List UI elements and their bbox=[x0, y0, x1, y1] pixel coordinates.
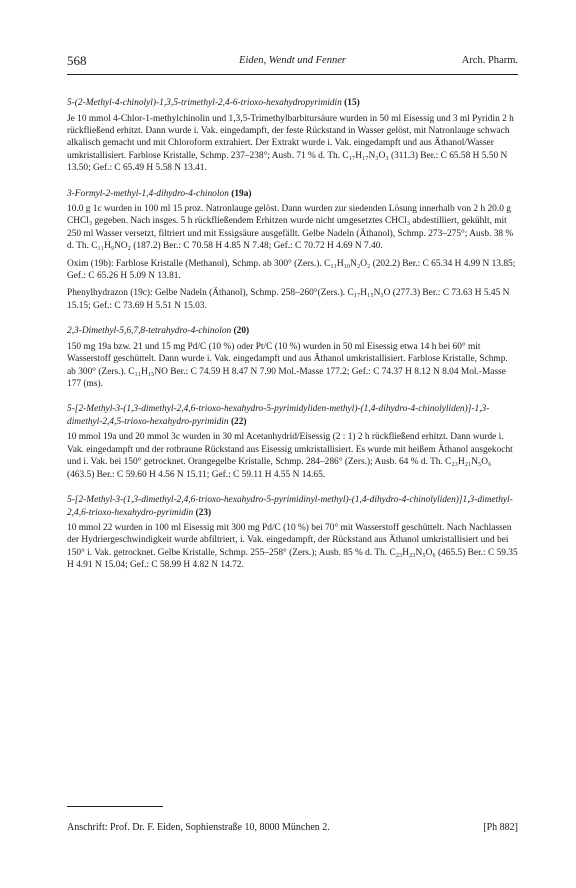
procedure-paragraph: 150 mg 19a bzw. 21 und 15 mg Pd/C (10 %) oder Pt/C (10 %) wurden in 50 ml Eisessig etwa 14 h bei 60° mit Wasserstoff geschüttelt. Dann wurde i. Vak. eingedampft und aus Äthanol umkristallisiert. Farblose Kristalle, Schmp. ab 300° (Zers.). C₁₁H₁₅NO Ber.: C 74.59 H 8.47 N 7.90 Mol.-Masse 177.2; Gef.: C 74.37 H 8.12 N 8.04 Mol.-Masse 177 (ms). bbox=[67, 341, 508, 389]
page-number: 568 bbox=[67, 53, 87, 68]
compound-section-23 bbox=[67, 494, 518, 572]
compound-heading bbox=[67, 494, 518, 519]
compound-name: 3-Formyl-2-methyl-1,4-dihydro-4-chinolon bbox=[67, 188, 229, 199]
author-address: Anschrift: Prof. Dr. F. Eiden, Sophienstraße 10, 8000 München 2. bbox=[67, 822, 330, 833]
compound-heading bbox=[67, 97, 518, 110]
compound-name: 5-[2-Methyl-3-(1,3-dimethyl-2,4,6-trioxo-hexahydro-5-pyrimidyliden-methyl)-(1,4-dihydro-4-chinolyliden)]-1,3-dimethyl-2,4,5-trioxo-hexahydro-pyrimidin bbox=[67, 404, 490, 427]
compound-section-20 bbox=[67, 325, 518, 390]
compound-heading bbox=[67, 188, 518, 201]
compound-number: (19a) bbox=[231, 188, 252, 199]
procedure-paragraph: 10 mmol 19a und 20 mmol 3c wurden in 30 ml Acetanhydrid/Eisessig (2 : 1) 2 h rückfließend erhitzt. Dann wurde i. Vak. eingedampft und der rotbraune Rückstand aus Eisessig umkristallisiert. Es wurde mit heißem Äthanol ausgekocht und i. Vak. bei 150° getrocknet. Orangegelbe Kristalle, Schmp. 284–286° (Zers.); Ausb. 64 % d. Th. C₂₃H₂₁N₅O₆ (463.5) Ber.: C 59.60 H 4.56 N 15.11; Gef.: C 59.11 H 4.55 N 14.65. bbox=[67, 432, 513, 480]
compound-number: (23) bbox=[195, 507, 212, 518]
procedure-paragraph: 10 mmol 22 wurden in 100 ml Eisessig mit 300 mg Pd/C (10 %) bei 70° mit Wasserstoff geschüttelt. Nach Nachlassen der Hydriergeschwindigkeit wurde abfiltriert, i. Vak. eingedampft, der Rückstand aus Äthanol umkristallisiert und bei 150° i. Vak. getrocknet. Gelbe Kristalle, Schmp. 255–258° (Zers.); Ausb. 85 % d. Th. C₂₃H₂₃N₅O₆ (465.5) Ber.: C 59.35 H 4.91 N 15.04; Gef.: C 58.99 H 4.82 N 14.72. bbox=[67, 523, 518, 571]
compound-section-15 bbox=[67, 97, 518, 175]
compound-name: 2,3-Dimethyl-5,6,7,8-tetrahydro-4-chinolon bbox=[67, 326, 232, 337]
compound-section-22 bbox=[67, 403, 518, 481]
running-head-journal: Arch. Pharm. bbox=[461, 55, 518, 66]
running-head-authors: Eiden, Wendt und Fenner bbox=[239, 55, 346, 66]
compound-heading bbox=[67, 403, 518, 428]
experimental-text bbox=[67, 97, 518, 585]
footnote bbox=[67, 822, 518, 836]
manuscript-reference: [Ph 882] bbox=[483, 822, 518, 833]
compound-name: 5-[2-Methyl-3-(1,3-dimethyl-2,4,6-trioxo-hexahydro-5-pyrimidinyl-methyl)-(1,4-dihydro-4-chinolyliden)]1,3-dimethyl-2,4,6-trioxo-hexahydro-pyrimidin bbox=[67, 495, 513, 518]
phenylhydrazone-paragraph: Phenylhydrazon (19c): Gelbe Nadeln (Äthanol), Schmp. 258–260°(Zers.). C₁₇H₁₅N₃O (277.3) Ber.: C 73.63 H 5.45 N 15.15; Gef.: C 73.69 H 5.51 N 15.03. bbox=[67, 288, 510, 311]
procedure-paragraph: Je 10 mmol 4-Chlor-1-methylchinolin und 1,3,5-Trimethylbarbitursäure wurden in 50 ml Eisessig und 3 ml Pyridin 2 h rückfließend erhitzt. Dann wurde i. Vak. eingedampft, der feste Rückstand in Wasser gelöst, mit Natronlauge schwach alkalisch gemacht und mit Chloroform extrahiert. Der Extrakt wurde i. Vak. eingedampft und aus Äthanol/Wasser umkristallisiert. Farblose Kristalle, Schmp. 237–238°; Ausb. 71 % d. Th. C₁₇H₁₇N₃O₃ (311.3) Ber.: C 65.58 H 5.50 N 13.50; Gef.: C 65.49 H 5.58 N 13.41. bbox=[67, 113, 514, 174]
procedure-paragraph: 10.0 g 1c wurden in 100 ml 15 proz. Natronlauge gelöst. Dann wurden zur siedenden Lösung innerhalb von 2 h 20.0 g CHCl₃ gegeben. Nach insges. 5 h rückfließendem Erhitzen wurde nicht umgesetztes CHCl₃ abdestilliert, gekühlt, mit 250 ml Wasser versetzt, filtriert und mit Essigsäure ausgefällt. Gelbe Nadeln (Äthanol), Schmp. 273–275°; Ausb. 38 % d. Th. C₁₁H₉NO₂ (187.2) Ber.: C 70.58 H 4.85 N 7.48; Gef.: C 70.72 H 4.69 N 7.40. bbox=[67, 204, 514, 252]
running-head bbox=[67, 52, 518, 75]
oxime-paragraph: Oxim (19b): Farblose Kristalle (Methanol), Schmp. ab 300° (Zers.). C₁₁H₁₀N₂O₂ (202.2) Ber.: C 65.34 H 4.99 N 13.85; Gef.: C 65.26 H 5.09 N 13.81. bbox=[67, 258, 516, 282]
compound-name: 5-(2-Methyl-4-chinolyl)-1,3,5-trimethyl-2,4-6-trioxo-hexahydropyrimidin bbox=[67, 98, 342, 108]
compound-section-19a bbox=[67, 188, 518, 313]
compound-number: (15) bbox=[344, 98, 360, 108]
footnote-divider bbox=[67, 806, 163, 807]
compound-heading bbox=[67, 325, 518, 338]
compound-number: (22) bbox=[230, 416, 247, 427]
compound-number: (20) bbox=[233, 326, 250, 337]
